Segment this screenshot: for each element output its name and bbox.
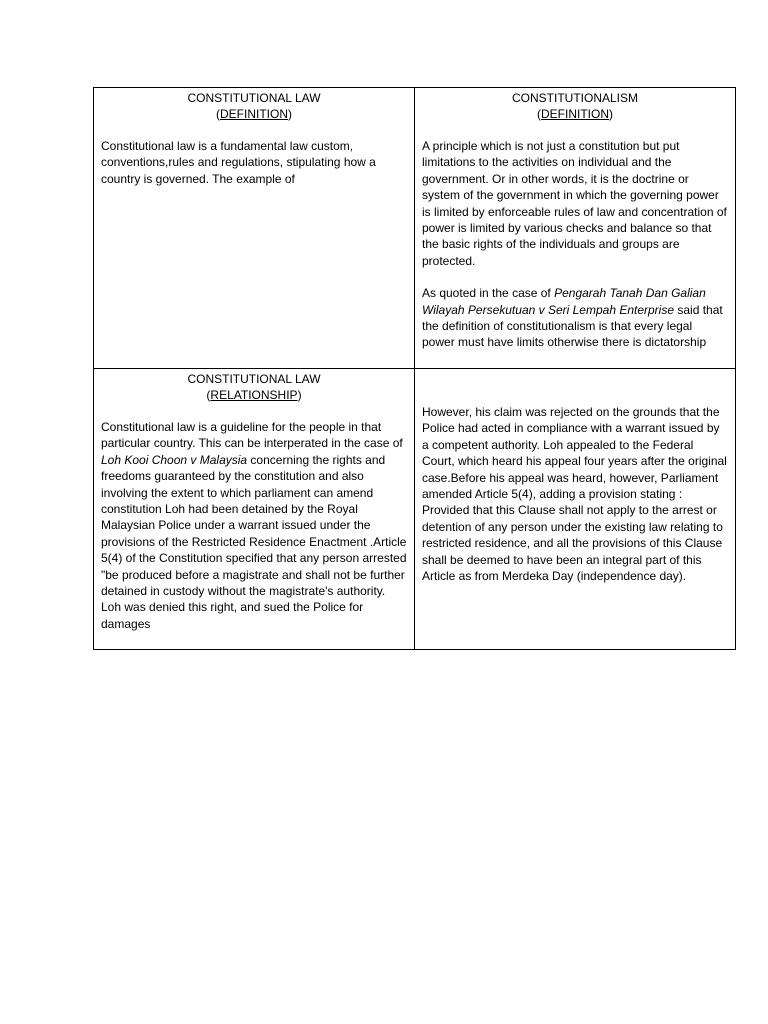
heading-text: CONSTITUTIONALISM bbox=[511, 91, 638, 105]
case-intro-text: As quoted in the case of bbox=[422, 286, 555, 301]
paragraph-intro-text: Constitutional law is a guideline for the people in that particular country. This can be interperated in the case of bbox=[101, 420, 403, 451]
body-paragraph: Constitutional law is a fundamental law custom, conventions,rules and regulations, stipulating how a country is governed. The example of bbox=[101, 139, 376, 186]
subheading: (DEFINITION) bbox=[537, 107, 613, 121]
case-conclusion-text: said that the definition of constitutionalism is that every legal power must have limits otherwise there is dictatorship bbox=[422, 302, 723, 350]
cell-heading bbox=[101, 90, 407, 122]
cell-heading bbox=[422, 90, 728, 122]
subheading: (RELATIONSHIP) bbox=[206, 388, 302, 402]
subheading-text: DEFINITION bbox=[220, 107, 288, 121]
comparison-table bbox=[93, 87, 736, 650]
definition-law-cell bbox=[94, 88, 415, 369]
heading-text: CONSTITUTIONAL LAW bbox=[187, 91, 321, 105]
table-row bbox=[94, 369, 736, 650]
case-name: Pengarah Tanah Dan Galian Wilayah Persekutuan v Seri Lempah Enterprise bbox=[422, 286, 706, 317]
body-paragraph: However, his claim was rejected on the grounds that the Police had acted in compliance with a warrant issued by a competent authority. Loh appealed to the Federal Court, which heard his appeal four years after the original case.Before his appeal was heard, however, Parliament amended Article 5(4), adding a provision stating : Provided that this Clause shall not apply to the arrest or detention of any person under the existing law relating to restricted residence, and all the provisions of this Clause shall be deemed to have been an integral part of this Article as from Merdeka Day (independence day). bbox=[422, 405, 727, 584]
body-paragraph bbox=[101, 419, 407, 632]
case-name: Loh Kooi Choon v Malaysia bbox=[101, 452, 248, 467]
relationship-law-cell bbox=[94, 369, 415, 650]
subheading-text: DEFINITION bbox=[541, 107, 609, 121]
heading-text: CONSTITUTIONAL LAW bbox=[187, 372, 321, 386]
definition-constitutionalism-cell bbox=[415, 88, 736, 369]
paragraph-body-text: concerning the rights and freedoms guaranteed by the constitution and also involving the extent to which parliament can amend constitution Loh had been detained by the Royal Malaysian Police under a warrant issued under the provisions of the Restricted Residence Enactment .Article 5(4) of the Constitution specified that any person arrested "be produced before a magistrate and shall not be further detained in custody without the magistrate's authority. Loh was denied this right, and sued the Police for damages bbox=[101, 452, 407, 631]
subheading: (DEFINITION) bbox=[216, 107, 292, 121]
body-paragraph: A principle which is not just a constitution but put limitations to the activities on individual and the government. Or in other words, it is the doctrine or system of the government in which the governing power is limited by enforceable rules of law and concentration of power is limited by various checks and balance so that the basic rights of the individuals and groups are protected. bbox=[422, 139, 727, 268]
subheading-text: RELATIONSHIP bbox=[210, 388, 298, 402]
table-row bbox=[94, 88, 736, 369]
cell-heading bbox=[101, 371, 407, 403]
case-paragraph bbox=[422, 285, 728, 351]
relationship-continuation-cell bbox=[415, 369, 736, 650]
